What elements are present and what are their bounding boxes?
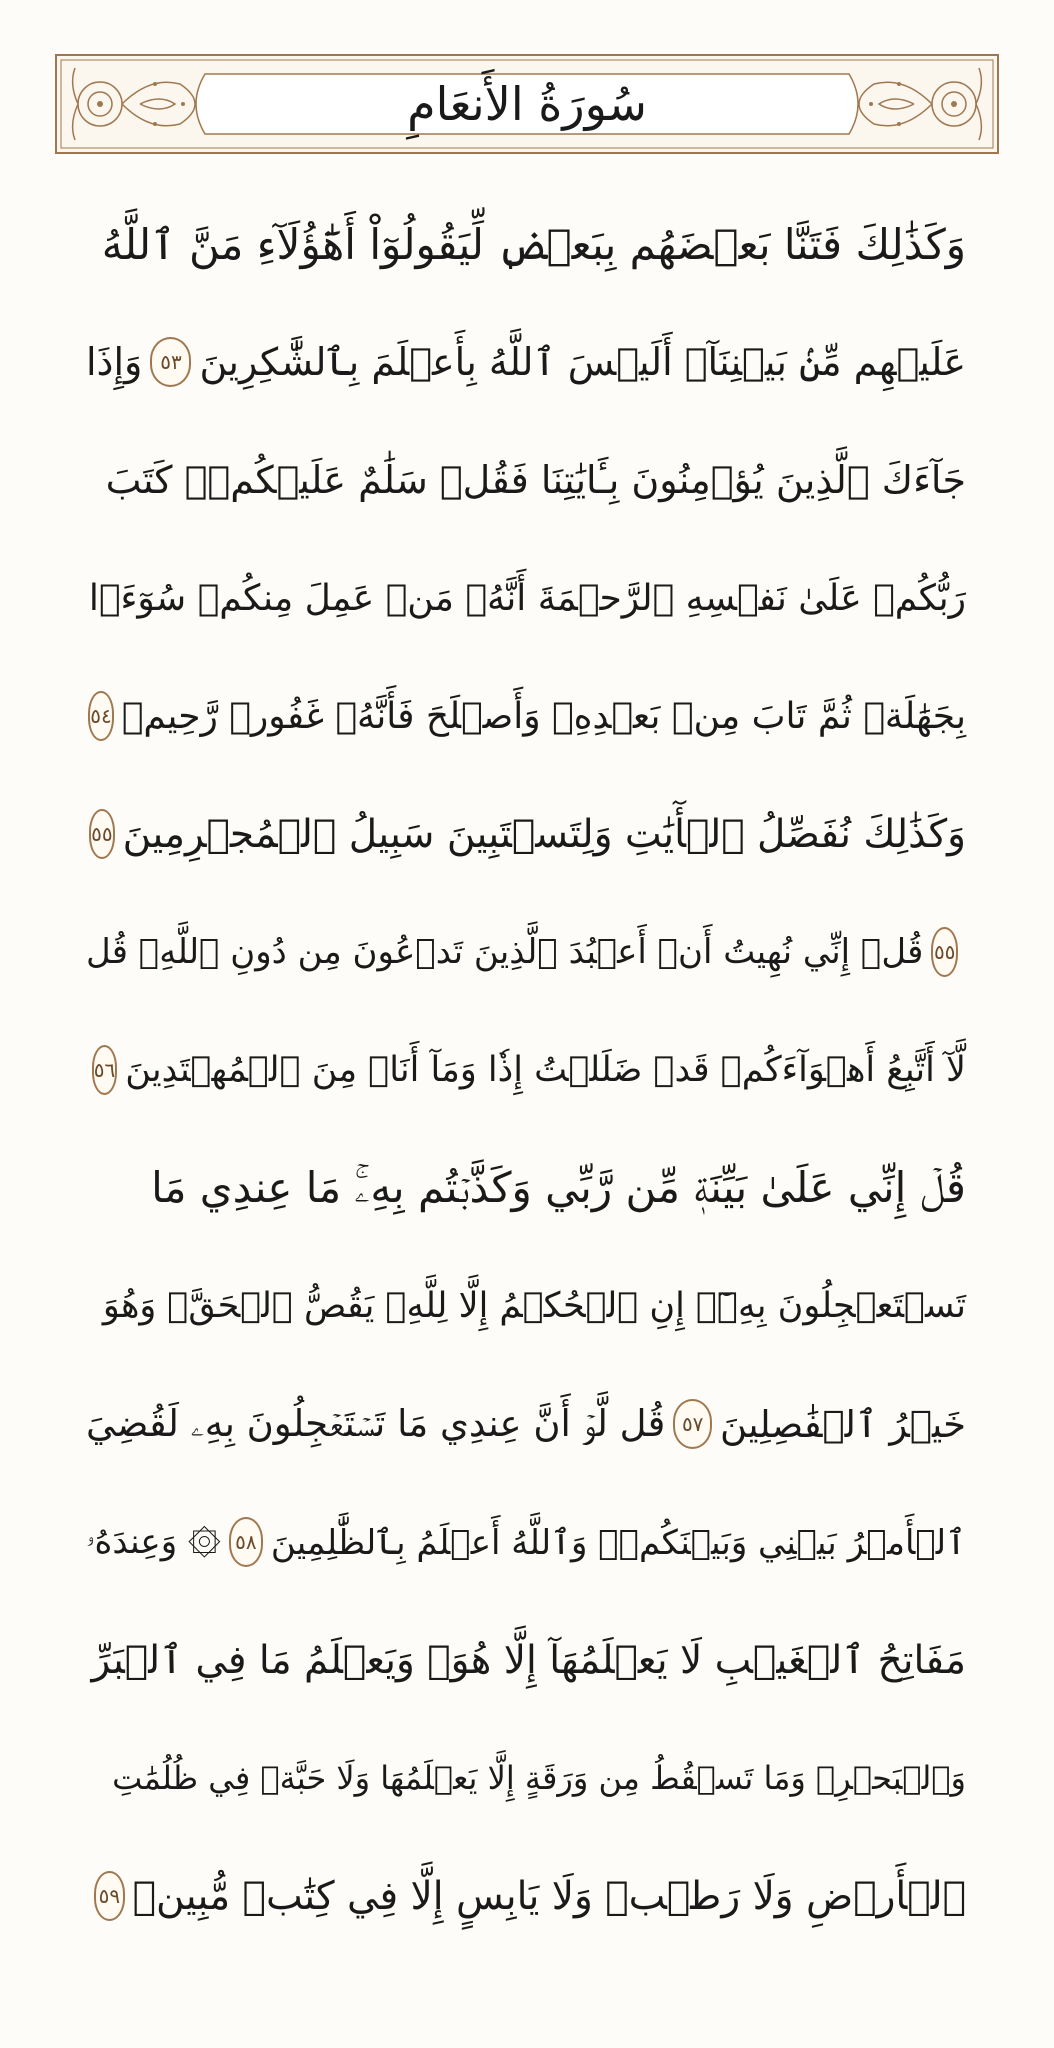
verse-text: ۞ وَعِندَهُۥ	[86, 1522, 221, 1562]
ayah-number-marker: ٥٨	[229, 1517, 263, 1567]
verse-text: قُل لَّوۡ أَنَّ عِندِي مَا تَسۡتَعۡجِلُونَ بِهِۦ لَقُضِيَ	[86, 1402, 666, 1445]
verse-line	[86, 303, 966, 421]
verse-line	[86, 539, 966, 657]
ayah-number-marker: ٥٧	[673, 1399, 712, 1449]
verse-text: خَيۡرُ ٱلۡفَٰصِلِينَ	[720, 1402, 966, 1446]
verse-text: قُلۡ إِنِّي عَلَىٰ بَيِّنَةٖ مِّن رَّبِّي وَكَذَّبۡتُم بِهِۦۚ مَا عِندِي مَا	[151, 1163, 966, 1212]
verse-line	[86, 1365, 966, 1483]
verse-line	[86, 657, 966, 775]
verse-text: ٱلۡأَمۡرُ بَيۡنِي وَبَيۡنَكُمۡۗ وَٱللَّهُ أَعۡلَمُ بِٱلظَّٰلِمِينَ	[270, 1522, 966, 1563]
verse-text: وَٱلۡبَحۡرِۚ وَمَا تَسۡقُطُ مِن وَرَقَةٍ إِلَّا يَعۡلَمُهَا وَلَا حَبَّةٖ فِي ظُلُمَٰتِ	[112, 1759, 966, 1797]
verse-text: قُلۡ إِنِّي نُهِيتُ أَنۡ أَعۡبُدَ ٱلَّذِينَ تَدۡعُونَ مِن دُونِ ٱللَّهِۚ قُل	[86, 932, 924, 972]
ayah-number-marker: ٥٥	[931, 927, 958, 977]
verse-lines	[86, 185, 966, 1955]
verse-text: وَإِذَا	[86, 340, 143, 384]
verse-line	[86, 421, 966, 539]
verse-text: مَفَاتِحُ ٱلۡغَيۡبِ لَا يَعۡلَمُهَآ إِلَّا هُوَۚ وَيَعۡلَمُ مَا فِي ٱلۡبَرِّ	[91, 1637, 966, 1683]
verse-line	[86, 185, 966, 303]
verse-text: لَّآ أَتَّبِعُ أَهۡوَآءَكُمۡ قَدۡ ضَلَلۡتُ إِذٗا وَمَآ أَنَا۠ مِنَ ٱلۡمُهۡتَدِينَ	[125, 1050, 966, 1090]
verse-line	[86, 1837, 966, 1955]
ayah-number-marker: ٥٩	[94, 1871, 125, 1921]
verse-text: وَكَذَٰلِكَ نُفَصِّلُ ٱلۡأٓيَٰتِ وَلِتَسۡتَبِينَ سَبِيلُ ٱلۡمُجۡرِمِينَ	[122, 811, 966, 857]
ayah-number-marker: ٥٦	[92, 1045, 117, 1095]
verse-text: بِجَهَٰلَةٖ ثُمَّ تَابَ مِنۢ بَعۡدِهِۦ وَأَصۡلَحَ فَأَنَّهُۥ غَفُورٞ رَّحِيمٞ	[121, 695, 966, 737]
verse-line	[86, 1247, 966, 1365]
verse-text: تَسۡتَعۡجِلُونَ بِهِۦٓۚ إِنِ ٱلۡحُكۡمُ إِلَّا لِلَّهِۖ يَقُصُّ ٱلۡحَقَّۖ وَهُوَ	[102, 1286, 966, 1326]
verse-line	[86, 1719, 966, 1837]
ayah-number-marker: ٥٣	[150, 337, 191, 387]
verse-line	[86, 1483, 966, 1601]
verse-line	[86, 893, 966, 1011]
surah-title: سُورَةُ الأَنعَامِ	[407, 77, 647, 131]
verse-text: جَآءَكَ ٱلَّذِينَ يُؤۡمِنُونَ بِـَٔايَٰتِنَا فَقُلۡ سَلَٰمٌ عَلَيۡكُمۡۖ كَتَبَ	[105, 458, 966, 502]
verse-text: عَلَيۡهِم مِّنۢ بَيۡنِنَآۗ أَلَيۡسَ ٱللَّهُ بِأَعۡلَمَ بِٱلشَّٰكِرِينَ	[199, 340, 966, 384]
verse-text: ٱلۡأَرۡضِ وَلَا رَطۡبٖ وَلَا يَابِسٍ إِلَّا فِي كِتَٰبٖ مُّبِينٖ	[132, 1873, 966, 1919]
verse-text: رَبُّكُمۡ عَلَىٰ نَفۡسِهِ ٱلرَّحۡمَةَ أَنَّهُۥ مَنۡ عَمِلَ مِنكُمۡ سُوٓءَۢا	[88, 577, 966, 619]
ayah-number-marker: ٥٥	[89, 809, 114, 859]
verse-line	[86, 1129, 966, 1247]
verse-line	[86, 1601, 966, 1719]
surah-header	[55, 54, 999, 154]
verse-line	[86, 1011, 966, 1129]
ayah-number-marker: ٥٤	[88, 691, 113, 741]
verse-text: وَكَذَٰلِكَ فَتَنَّا بَعۡضَهُم بِبَعۡضٖ لِّيَقُولُوٓاْ أَهَٰٓؤُلَآءِ مَنَّ ٱللَّهُ	[101, 219, 966, 269]
verse-line	[86, 775, 966, 893]
